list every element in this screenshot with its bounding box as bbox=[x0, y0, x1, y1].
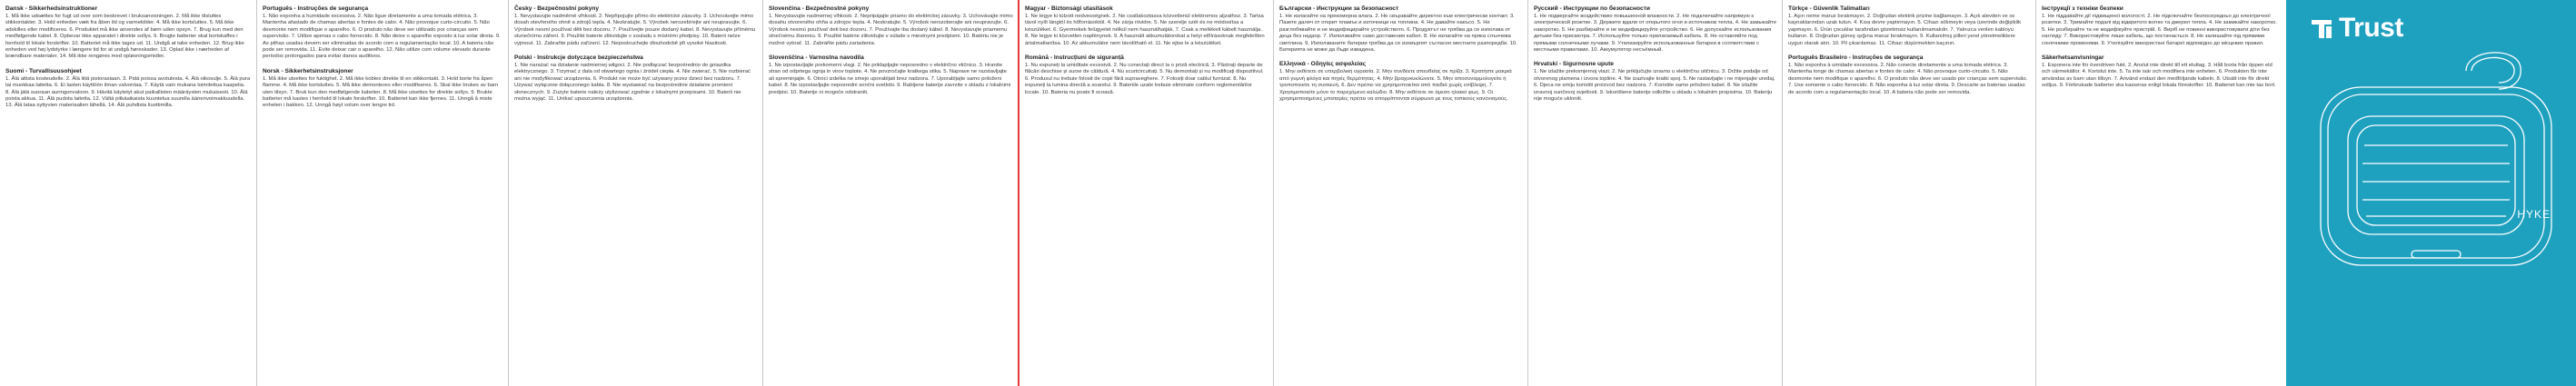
product-name: HYKE bbox=[2517, 208, 2551, 221]
section-text: 1. Ne izlažite prekomjernoj vlazi. 2. Ne priključujte izravno u električnu utičnicu. 3. Držite podalje od otvorenog plamena i izvora topline. 4. Ne izazivajte kratki spoj. 5. Ne rastavljajte i ne mijenjajte uređaj. 6. Djeca ne smiju koristiti proizvod bez nadzora. 7. Koristite samo priloženi kabel. 8. Ne izlažite izravnoj sunčevoj svjetlosti. 9. Iskorištene baterije odložite u skladu s lokalnim propisima. 10. Bateriju nije moguće ukloniti. bbox=[1534, 69, 1775, 103]
section-title: Dansk - Sikkerhedsinstruktioner bbox=[5, 5, 98, 12]
fold-divider-red bbox=[1018, 0, 1019, 386]
speaker-outline-icon bbox=[2306, 36, 2565, 277]
section-1 bbox=[2042, 5, 2281, 47]
brand-name: Trust bbox=[2339, 13, 2403, 43]
section-1 bbox=[5, 5, 251, 61]
section-title: Säkerhetsanvisningar bbox=[2042, 54, 2104, 62]
cover-panel bbox=[2286, 0, 2576, 386]
section-text: 1. Μην εκθέτετε σε υπερβολική υγρασία. 2. Μην συνδέετε απευθείας σε πρίζα. 3. Κρατήστε μακριά από γυμνή φλόγα και πηγές θερμότητας. 4. Μην βραχυκυκλώνετε. 5. Μην αποσυναρμολογείτε ή τροποποιείτε τη συσκευή. 6. Δεν πρέπει να χρησιμοποιείται από παιδιά χωρίς επίβλεψη. 7. Χρησιμοποιείτε μόνο το παρεχόμενο καλώδιο. 8. Μην εκθέτετε σε άμεσο ηλιακό φως. 9. Οι χρησιμοποιημένες μπαταρίες πρέπει να απορρίπτονται σύμφωνα με τους τοπικούς κανονισμούς. bbox=[1279, 69, 1512, 103]
section-1 bbox=[1025, 5, 1268, 47]
section-2 bbox=[769, 54, 1013, 96]
column-portuguese-norwegian bbox=[256, 0, 508, 386]
section-text: 1. Не излагайте на прекомерна влага. 2. Не свързвайте директно към електрически контакт. 3. Пазете далеч от открит пламък и източници на топлина. 4. Не давайте накъсо. 5. Не разглобявайте и не модифицирайте устройството. 6. Продуктът не трябва да се използва от деца без надзор. 7. Използвайте само доставения кабел. 8. Не излагайте на пряка слънчева светлина. 9. Използваните батерии трябва да се изхвърлят съгласно местните разпоредби. 10. Батерията не може да бъде извадена. bbox=[1279, 14, 1517, 54]
section-2 bbox=[1788, 54, 2030, 96]
section-1 bbox=[769, 5, 1013, 47]
section-title: Русский - Инструкции по безопасности bbox=[1534, 5, 1650, 12]
column-turkish-brazilian bbox=[1782, 0, 2035, 386]
section-title: Magyar - Biztonsági utasítások bbox=[1025, 5, 1113, 12]
section-text: 1. Não exponha à umidade excessiva. 2. Não conecte diretamente a uma tomada elétrica. 3. Mantenha longe de chamas abertas e fontes de calor. 4. Não provoque curto-circuito. 5. Não desmonte nem modifique o aparelho. 6. O produto não deve ser usado por crianças sem supervisão. 7. Use somente o cabo fornecido. 8. Não exponha à luz solar direta. 9. Descarte as baterias usadas de acordo com a regulamentação local. 10. A bateria não pode ser removida. bbox=[1788, 63, 2028, 95]
column-czech-polish bbox=[508, 0, 762, 386]
section-text: 1. Не подвергайте воздействию повышенной влажности. 2. Не подключайте напрямую к электрической розетке. 3. Держите вдали от открытого огня и источников тепла. 4. Не замыкайте накоротко. 5. Не разбирайте и не модифицируйте устройство. 6. Не допускайте использования детьми без присмотра. 7. Используйте только прилагаемый кабель. 8. Не оставляйте под прямыми солнечными лучами. 9. Утилизируйте использованные батареи в соответствии с местными правилами. 10. Аккумулятор несъёмный. bbox=[1534, 14, 1776, 54]
section-title: Suomi - Turvallisuusohjeet bbox=[5, 67, 82, 74]
section-text: 1. Må ikke utsettes for fuktighet. 2. Må ikke kobles direkte til en stikkontakt. 3. Hold borte fra åpen flamme. 4. Må ikke kortsluttes. 5. Må ikke demonteres eller modifiseres. 6. Skal ikke brukes av barn uten tilsyn. 7. Bruk kun den medfølgende kabelen. 8. Må ikke utsettes for direkte sollys. 9. Brukte batterier må kastes i henhold til lokale forskrifter. 10. Batteriet kan ikke fjernes. 11. Unngå å miste enheten i bakken. 12. Unngå høyt volum over lengre tid. bbox=[263, 75, 499, 109]
column-hungarian-romanian bbox=[1019, 0, 1273, 386]
section-text: 1. Nie narażać na działanie nadmiernej wilgoci. 2. Nie podłączać bezpośrednio do gniazdka elektrycznego. 3. Trzymać z dala od otwartego ognia i źródeł ciepła. 4. Nie zwierać. 5. Nie rozbierać ani nie modyfikować urządzenia. 6. Produkt nie może być używany przez dzieci bez nadzoru. 7. Używać wyłącznie dołączonego kabla. 8. Nie wystawiać na bezpośrednie działanie promieni słonecznych. 9. Zużyte baterie należy utylizować zgodnie z lokalnymi przepisami. 10. Baterii nie można wyjąć. 11. Unikać upuszczenia urządzenia. bbox=[514, 63, 751, 103]
section-title: Česky - Bezpečnostní pokyny bbox=[514, 5, 600, 12]
section-title: Slovenčina - Bezpečnostné pokyny bbox=[769, 5, 870, 12]
section-text: 1. Nevystavujte nadměrné vlhkosti. 2. Nepřipojujte přímo do elektrické zásuvky. 3. Uchovávejte mimo dosah otevřeného ohně a zdrojů tepla. 4. Nezkratujte. 5. Výrobek nerozebírejte ani neupravujte. 6. Výrobek nesmí používat děti bez dozoru. 7. Používejte pouze dodaný kabel. 8. Nevystavujte přímému slunečnímu záření. 9. Použité baterie zlikvidujte v souladu s místními předpisy. 10. Baterii nelze vyjmout. 11. Zabraňte pádu zařízení. 12. Neposlouchejte dlouhodobě při vysoké hlasitosti. bbox=[514, 14, 756, 46]
section-2 bbox=[1279, 61, 1522, 103]
section-2 bbox=[1534, 61, 1776, 103]
section-text: 1. Ne izpostavljajte prekomerni vlagi. 2. Ne priklapljajte neposredno v električno vtičnico. 3. Hranite stran od odprtega ognja in virov toplote. 4. Ne povzročajte kratkega stika. 5. Naprave ne razstavljajte ali spreminjajte. 6. Otroci izdelka ne smejo uporabljati brez nadzora. 7. Uporabljajte samo priloženi kabel. 8. Ne izpostavljajte neposredni sončni svetlobi. 9. Rabljene baterije zavrzite v skladu z lokalnimi predpisi. 10. Baterije ni mogoče odstraniti. bbox=[769, 63, 1011, 95]
section-title: Български - Инструкции за безопасност bbox=[1279, 5, 1399, 12]
column-bulgarian-greek bbox=[1273, 0, 1527, 386]
column-danish-finnish bbox=[0, 0, 256, 386]
section-1 bbox=[514, 5, 757, 47]
section-text: 1. Älä altista kosteudelle. 2. Älä liitä pistorasiaan. 3. Pidä poissa avotulesta. 4. Älä oikosulje. 5. Älä pura tai muokkaa laitetta. 6. Ei lasten käyttöön ilman valvontaa. 7. Käytä vain mukana toimitettua kaapelia. 8. Älä jätä suoraan auringonvaloon. 9. Hävitä käytetyt akut paikallisten määräysten mukaisesti. 10. Älä poista akkua. 11. Älä pudota laitetta. 12. Vältä pitkäaikaista kuuntelua suurella äänenvoimakkuudella. 13. Älä lataa syttyvien materiaalien lähellä. 14. Älä puhdista liuottimilla. bbox=[5, 75, 251, 109]
column-russian-croatian bbox=[1527, 0, 1782, 386]
section-1 bbox=[263, 5, 502, 61]
column-slovak-slovenian bbox=[762, 0, 1019, 386]
section-title: Türkçe - Güvenlik Talimatları bbox=[1788, 5, 1870, 12]
section-1 bbox=[1534, 5, 1776, 54]
section-2 bbox=[514, 54, 757, 103]
section-text: 1. Ne tegye ki túlzott nedvességnek. 2. Ne csatlakoztassa közvetlenül elektromos aljzathoz. 3. Tartsa távol nyílt lángtól és hőforrásoktól. 4. Ne zárja rövidre. 5. Ne szerelje szét és ne módosítsa a készüléket. 6. Gyermekek felügyelet nélkül nem használhatják. 7. Csak a mellékelt kábelt használja. 8. Ne tegye ki közvetlen napfénynek. 9. A használt akkumulátorokat a helyi előírásoknak megfelelően ártalmatlanítsa. 10. Az akkumulátor nem távolítható el. 11. Ne ejtse le a készüléket. bbox=[1025, 14, 1265, 46]
section-text: 1. Aşırı neme maruz bırakmayın. 2. Doğrudan elektrik prizine bağlamayın. 3. Açık alevden ve ısı kaynaklarından uzak tutun. 4. Kısa devre yaptırmayın. 5. Cihazı sökmeyin veya üzerinde değişiklik yapmayın. 6. Ürün çocuklar tarafından gözetimsiz kullanılmamalıdır. 7. Yalnızca verilen kabloyu kullanın. 8. Doğrudan güneş ışığına maruz bırakmayın. 9. Kullanılmış pilleri yerel yönetmeliklere uygun olarak atın. 10. Pil çıkarılamaz. 11. Cihazı düşürmekten kaçının. bbox=[1788, 14, 2022, 46]
section-text: 1. Nevystavujte nadmernej vlhkosti. 2. Nepripájajte priamo do elektrickej zásuvky. 3. Uchovávajte mimo dosahu otvoreného ohňa a zdrojov tepla. 4. Neskratujte. 5. Výrobok nerozoberajte ani neupravujte. 6. Výrobok nesmú používať deti bez dozoru. 7. Používajte iba dodaný kábel. 8. Nevystavujte priamemu slnečnému žiareniu. 9. Použité batérie zlikvidujte v súlade s miestnymi predpismi. 10. Batériu nie je možné vybrať. 11. Zabráňte pádu zariadenia. bbox=[769, 14, 1013, 46]
section-2 bbox=[1025, 54, 1268, 96]
section-text: 1. Exponera inte för överdriven fukt. 2. Anslut inte direkt till ett eluttag. 3. Håll borta från öppen eld och värmekällor. 4. Kortslut inte. 5. Ta inte isär och modifiera inte enheten. 6. Produkten får inte användas av barn utan tillsyn. 7. Använd endast den medföljande kabeln. 8. Utsätt inte för direkt solljus. 9. Förbrukade batterier ska kasseras enligt lokala föreskrifter. 10. Batteriet kan inte tas bort. bbox=[2042, 63, 2276, 89]
section-title: Português - Instruções de segurança bbox=[263, 5, 369, 12]
section-1 bbox=[1788, 5, 2030, 47]
section-text: 1. Не піддавайте дії підвищеної вологості. 2. Не підключайте безпосередньо до електричної розетки. 3. Тримайте подалі від відкритого вогню та джерел тепла. 4. Не замикайте накоротко. 5. Не розбирайте та не модифікуйте пристрій. 6. Виріб не повинні використовувати діти без нагляду. 7. Використовуйте лише кабель, що постачається. 8. Не залишайте під прямими сонячними променями. 9. Утилізуйте використані батареї відповідно до місцевих правил. bbox=[2042, 14, 2277, 46]
section-title: Інструкції з техніки безпеки bbox=[2042, 5, 2123, 12]
section-title: Português Brasileiro - Instruções de segurança bbox=[1788, 54, 1924, 62]
section-2 bbox=[263, 68, 502, 110]
section-text: 1. Nu expuneți la umiditate excesivă. 2. Nu conectați direct la o priză electrică. 3. Păstrați departe de flăcări deschise și surse de căldură. 4. Nu scurtcircuitați. 5. Nu demontați și nu modificați dispozitivul. 6. Produsul nu trebuie folosit de copii fără supraveghere. 7. Folosiți doar cablul furnizat. 8. Nu expuneți la lumina directă a soarelui. 9. Bateriile uzate trebuie eliminate conform reglementărilor locale. 10. Bateria nu poate fi scoasă. bbox=[1025, 63, 1264, 95]
section-text: 1. Må ikke udsættes for fugt ud over som beskrevet i bruksanvisningen. 2. Må ikke tilsluttes stikkontakter. 3. Hold enheden væk fra åben ild og varmekilder. 4. Må ikke kortsluttes. 5. Må ikke adskilles eller modificeres. 6. Produktet må ikke anvendes af børn uden opsyn. 7. Brug kun med den medfølgende kabel. 8. Opbevar ikke apparatet i direkte sollys. 9. Brugte batterier skal bortskaffes i henhold til lokale forskrifter. 10. Batteriet må ikke tages ud. 11. Undgå at tabe enheden. 12. Brug ikke enheden ved høj lydstyrke i længere tid for at undgå høreskader. 13. Oplad ikke i nærheden af brændbare materialer. 14. Må ikke rengøres med opløsningsmidler. bbox=[5, 14, 244, 60]
section-title: Hrvatski - Sigurnosne upute bbox=[1534, 61, 1614, 68]
column-ukrainian-swedish bbox=[2035, 0, 2286, 386]
section-text: 1. Não exponha a humidade excessiva. 2. Não ligue diretamente a uma tomada elétrica. 3. Mantenha afastado de chamas abertas e fontes de calor. 4. Não provoque curto-circuito. 5. Não desmonte nem modifique o aparelho. 6. O produto não deve ser utilizado por crianças sem supervisão. 7. Utilize apenas o cabo fornecido. 8. Não deixe o aparelho exposto à luz solar direta. 9. As pilhas usadas devem ser eliminadas de acordo com a regulamentação local. 10. A bateria não pode ser removida. 11. Evite deixar cair o aparelho. 12. Não utilize com volume elevado durante períodos prolongados para evitar danos auditivos. bbox=[263, 14, 501, 60]
section-1 bbox=[1279, 5, 1522, 54]
section-title: Norsk - Sikkerhetsinstruksjoner bbox=[263, 67, 353, 74]
section-title: Română - Instrucțiuni de siguranță bbox=[1025, 54, 1124, 62]
section-2 bbox=[2042, 54, 2281, 90]
section-title: Ελληνικά - Οδηγίες ασφαλείας bbox=[1279, 61, 1367, 68]
section-title: Slovenščina - Varnostna navodila bbox=[769, 54, 864, 62]
section-2 bbox=[5, 68, 251, 110]
section-title: Polski - Instrukcje dotyczące bezpieczeństwa bbox=[514, 54, 643, 62]
